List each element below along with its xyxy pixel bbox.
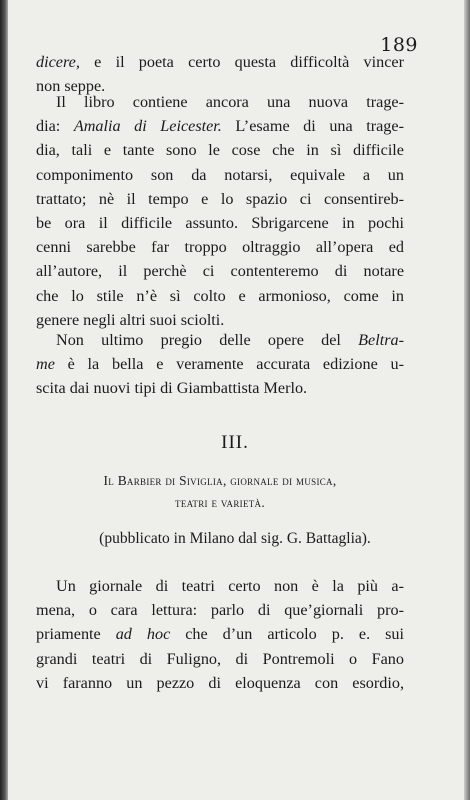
paragraph-libro xyxy=(36,90,404,332)
text-line xyxy=(36,259,404,283)
page-number: 189 xyxy=(380,34,418,56)
text-run: all’autore, il perchè ci contenteremo di notare xyxy=(36,262,404,281)
text-run: Il libro contiene ancora una nuova trage- xyxy=(56,93,404,111)
text-run: cenni sarebbe far troppo oltraggio all’opera ed xyxy=(36,238,404,257)
text-run: dia, tali e tante sono le cose che in sì difficile xyxy=(36,141,404,160)
paragraph-giornale xyxy=(36,574,404,695)
text-run: è la bella e veramente accurata edizione u- xyxy=(54,355,404,374)
text-run: mena, o cara lettura: parlo di que’giornali pro- xyxy=(36,601,404,620)
text-line xyxy=(36,574,404,598)
section-title-line: Il Barbier di Siviglia, giornale di musica, xyxy=(103,473,337,488)
text-line xyxy=(36,138,404,162)
text-run: che lo stile n’è sì colto e armonioso, come in xyxy=(36,286,404,305)
text-line xyxy=(36,671,404,695)
italic-text: Beltra- xyxy=(358,331,404,349)
text-run: scita dai nuovi tipi di Giambattista Merlo. xyxy=(36,379,308,398)
text-line xyxy=(36,114,404,138)
text-run: L’esame di una trage- xyxy=(221,117,404,136)
text-line xyxy=(36,90,404,114)
section-heading: III. xyxy=(221,432,249,453)
paragraph-pregio xyxy=(36,328,404,401)
text-run: componimento son da notarsi, equivale a un xyxy=(36,165,404,184)
page-edge xyxy=(464,0,470,800)
text-run: vi faranno un pezzo di eloquenza con esordio, xyxy=(36,673,404,692)
text-run: be ora il difficile assunto. Sbrigarcene in pochi xyxy=(36,214,404,233)
text-line xyxy=(36,376,404,400)
text-line xyxy=(36,352,404,376)
text-line xyxy=(36,235,404,259)
text-run: dia: xyxy=(36,117,74,136)
text-line xyxy=(36,647,404,671)
text-run: Un giornale di teatri certo non è la più a- xyxy=(56,577,404,595)
page-binding-shadow xyxy=(0,0,8,800)
italic-text: ad hoc xyxy=(115,625,171,644)
text-line xyxy=(36,284,404,308)
text-run: Non ultimo pregio delle opere del xyxy=(56,331,359,349)
text-run: e il poeta certo questa difficoltà vincer xyxy=(79,53,404,71)
text-run: priamente xyxy=(36,625,116,644)
section-title xyxy=(36,470,404,514)
text-run: genere negli altri suoi sciolti. xyxy=(36,310,225,329)
text-line xyxy=(36,328,404,352)
text-line xyxy=(36,50,404,74)
italic-text: me xyxy=(36,355,55,374)
text-line xyxy=(36,622,404,646)
section-title-line: teatri e varietà. xyxy=(175,495,265,510)
italic-text: dicere, xyxy=(36,53,80,71)
publication-note: (pubblicato in Milano dal sig. G. Battaglia). xyxy=(99,530,371,547)
italic-text: Amalia di Leicester. xyxy=(73,117,222,136)
text-run: non seppe. xyxy=(36,77,106,96)
text-run: che d’un articolo p. e. sui xyxy=(170,625,404,644)
text-line xyxy=(36,187,404,211)
text-line xyxy=(36,211,404,235)
text-run: trattato; nè il tempo e lo spazio ci consentireb- xyxy=(36,189,404,208)
text-line xyxy=(36,598,404,622)
text-line xyxy=(36,163,404,187)
text-run: grandi teatri di Fuligno, di Pontremoli o Fano xyxy=(36,649,404,668)
